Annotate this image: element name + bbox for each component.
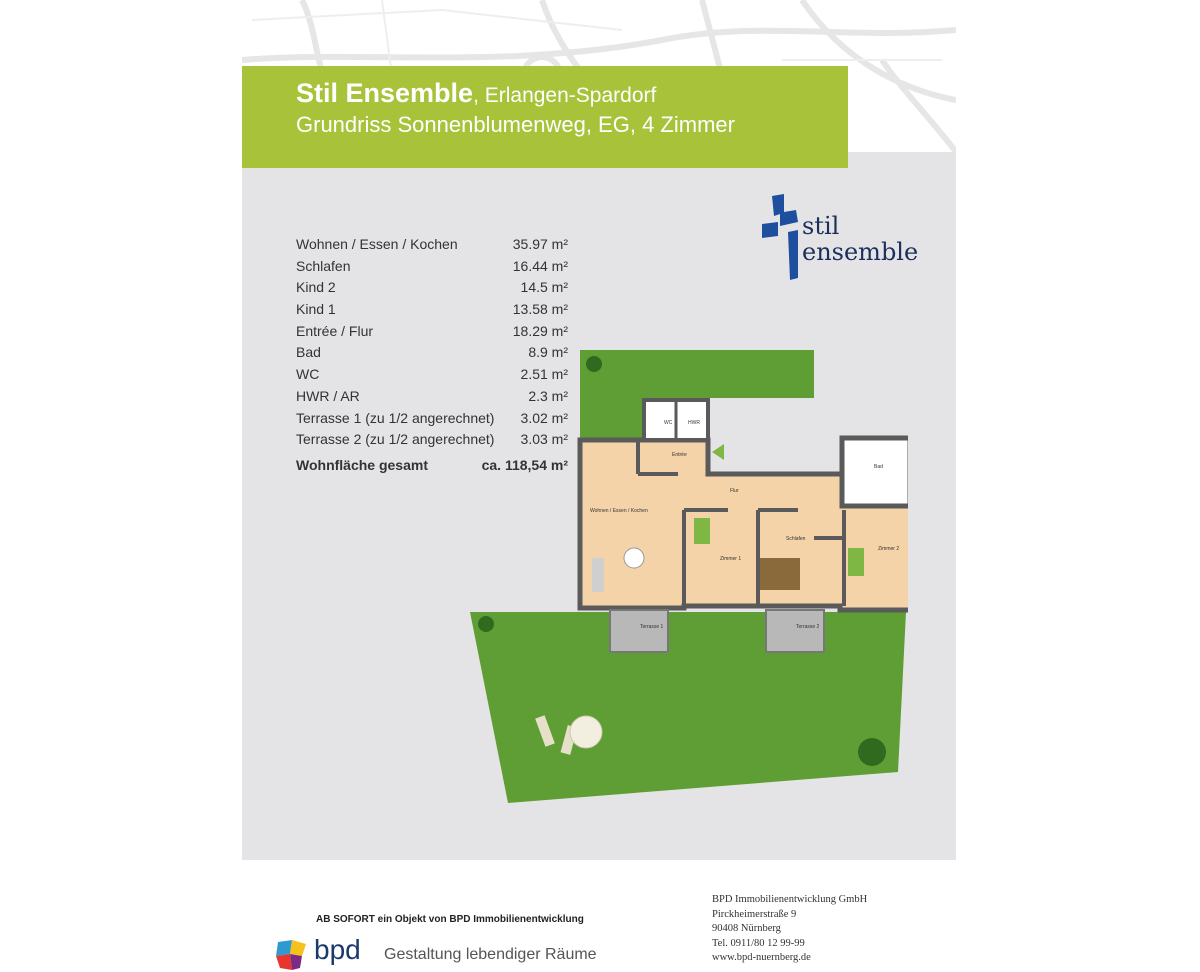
title-banner: [242, 66, 848, 168]
label-zimmer2: Zimmer 2: [878, 546, 900, 552]
room-name: Terrasse 2 (zu 1/2 angerechnet): [296, 431, 495, 448]
room-name: WC: [296, 366, 320, 383]
logo-word-stil: stil: [802, 212, 840, 240]
room-name: Terrasse 1 (zu 1/2 angerechnet): [296, 409, 495, 426]
bpd-brand: [274, 936, 614, 972]
terrace-1: [610, 610, 668, 652]
room-name: HWR / AR: [296, 387, 360, 404]
bpd-logo-icon: [274, 938, 308, 972]
terrace-2: [766, 610, 824, 652]
footer-tagline: AB SOFORT ein Objekt von BPD Immobilienentwicklung: [316, 914, 584, 925]
room-area: 18.29 m²: [512, 322, 568, 339]
room-name: Kind 2: [296, 279, 336, 296]
label-zimmer1: Zimmer 1: [720, 556, 742, 562]
parasol: [570, 716, 602, 748]
room-name: Bad: [296, 344, 321, 361]
room-area: 2.3 m²: [528, 387, 568, 404]
label-wc: WC: [664, 420, 673, 426]
room-row: [296, 236, 576, 258]
page-subtitle: Grundriss Sonnenblumenweg, EG, 4 Zimmer: [296, 112, 735, 137]
address-line: BPD Immobilienentwicklung GmbH: [712, 894, 868, 905]
bed-zimmer1: [694, 518, 710, 544]
label-terrasse2: Terrasse 2: [796, 624, 820, 630]
entrance-arrow-icon: [712, 444, 724, 460]
room-area: 3.03 m²: [520, 431, 568, 448]
total-label: Wohnfläche gesamt: [296, 456, 428, 473]
sofa: [592, 558, 604, 592]
room-row: [296, 258, 576, 280]
address-line: Pirckheimerstraße 9: [712, 908, 797, 920]
label-flur: Flur: [730, 488, 739, 494]
address-line: 90408 Nürnberg: [712, 923, 781, 935]
bathroom-room: [842, 438, 908, 506]
room-area: 3.02 m²: [520, 409, 568, 426]
address-line: Tel. 0911/80 12 99-99: [712, 937, 805, 949]
page-title: Stil Ensemble, Erlangen-Spardorf: [296, 78, 657, 108]
stil-ensemble-logo: [760, 192, 930, 282]
label-entree: Entrée: [672, 452, 687, 458]
room-area: 35.97 m²: [512, 236, 568, 252]
room-row: [296, 301, 576, 323]
double-bed: [760, 558, 800, 590]
room-name: Wohnen / Essen / Kochen: [296, 236, 458, 252]
logo-word-ensemble: ensemble: [802, 238, 919, 266]
room-name: Kind 1: [296, 301, 336, 318]
total-value: ca. 118,54 m²: [481, 456, 568, 473]
room-area: 2.51 m²: [520, 366, 568, 383]
bpd-slogan: Gestaltung lebendiger Räume: [384, 946, 597, 963]
label-schlafen: Schlafen: [786, 536, 806, 542]
label-wohnen: Wohnen / Essen / Kochen: [590, 508, 648, 514]
dining-table: [624, 548, 644, 568]
bpd-wordmark: bpd: [314, 934, 361, 965]
room-row: [296, 279, 576, 301]
room-area: 16.44 m²: [512, 257, 568, 274]
room-area: 13.58 m²: [512, 301, 568, 318]
room-area: 14.5 m²: [520, 279, 568, 296]
room-name: Entrée / Flur: [296, 322, 374, 339]
website-link[interactable]: www.bpd-nuernberg.de: [712, 952, 811, 964]
label-hwr: HWR: [688, 420, 700, 426]
company-address: [712, 893, 867, 966]
stil-ensemble-logo-mark-icon: [760, 192, 804, 282]
room-area: 8.9 m²: [528, 344, 568, 361]
room-row: [296, 323, 576, 345]
label-terrasse1: Terrasse 1: [640, 624, 664, 630]
room-name: Schlafen: [296, 257, 351, 274]
floor-plan: [468, 348, 908, 803]
bed-zimmer2: [848, 548, 864, 576]
garden-lower: [470, 612, 906, 803]
label-bad: Bad: [874, 464, 883, 470]
